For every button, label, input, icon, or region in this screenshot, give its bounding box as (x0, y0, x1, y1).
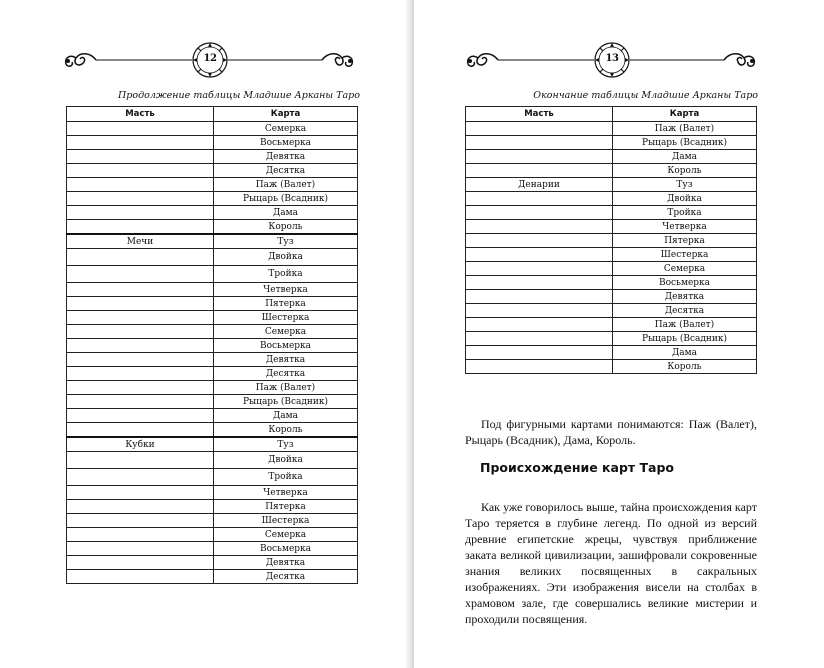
table-row (466, 332, 757, 346)
suit-cell (67, 367, 214, 381)
card-cell: Восьмерка (214, 339, 358, 353)
table-row (67, 452, 358, 469)
card-cell: Восьмерка (613, 276, 757, 290)
left-page (0, 0, 410, 668)
table-row (466, 276, 757, 290)
table-row (67, 266, 358, 283)
suit-cell (67, 556, 214, 570)
card-cell: Девятка (214, 150, 358, 164)
table-row (466, 360, 757, 374)
card-cell: Король (214, 423, 358, 438)
table-row (67, 367, 358, 381)
card-cell: Тройка (613, 206, 757, 220)
card-cell: Десятка (214, 367, 358, 381)
card-cell: Пятерка (613, 234, 757, 248)
card-cell: Паж (Валет) (214, 178, 358, 192)
suit-cell (67, 500, 214, 514)
suit-cell (466, 262, 613, 276)
suit-cell: Кубки (67, 437, 214, 452)
suit-cell (466, 304, 613, 318)
table-row (466, 178, 757, 192)
header-card: Карта (613, 107, 757, 122)
card-cell: Рыцарь (Всадник) (214, 395, 358, 409)
table-row (466, 136, 757, 150)
header-card: Карта (214, 107, 358, 122)
card-cell: Четверка (214, 283, 358, 297)
suit-cell (67, 249, 214, 266)
suit-cell (67, 266, 214, 283)
suit-cell (67, 469, 214, 486)
right-page (414, 0, 824, 668)
table-row (67, 311, 358, 325)
card-cell: Четверка (214, 486, 358, 500)
suit-cell (67, 353, 214, 367)
header-suit: Масть (67, 107, 214, 122)
card-cell: Паж (Валет) (214, 381, 358, 395)
suit-cell (67, 206, 214, 220)
table-row (67, 192, 358, 206)
suit-cell (466, 318, 613, 332)
card-cell: Дама (613, 150, 757, 164)
table-row (67, 409, 358, 423)
suit-cell (466, 234, 613, 248)
suit-cell (67, 339, 214, 353)
table-row (67, 500, 358, 514)
card-cell: Рыцарь (Всадник) (214, 192, 358, 206)
card-cell: Туз (214, 437, 358, 452)
table-row (67, 249, 358, 266)
suit-cell (466, 206, 613, 220)
suit-cell (466, 164, 613, 178)
table-row (67, 136, 358, 150)
suit-cell (67, 452, 214, 469)
suit-cell (466, 220, 613, 234)
table-row (67, 178, 358, 192)
suit-cell (466, 150, 613, 164)
table-row (466, 318, 757, 332)
table-header-row (466, 107, 757, 122)
suit-cell: Мечи (67, 234, 214, 249)
table-row (67, 528, 358, 542)
card-cell: Двойка (214, 452, 358, 469)
card-cell: Восьмерка (214, 542, 358, 556)
card-cell: Туз (214, 234, 358, 249)
table-row (67, 381, 358, 395)
table-row (466, 192, 757, 206)
page-number: 13 (605, 53, 619, 64)
card-cell: Семерка (214, 528, 358, 542)
tarot-table (465, 106, 757, 374)
tarot-table (66, 106, 358, 584)
card-cell: Пятерка (214, 297, 358, 311)
table-row (67, 556, 358, 570)
card-cell: Двойка (214, 249, 358, 266)
table-row (466, 262, 757, 276)
card-cell: Восьмерка (214, 136, 358, 150)
table-row (67, 514, 358, 528)
table-row (67, 234, 358, 249)
table-row (466, 304, 757, 318)
suit-cell (67, 297, 214, 311)
card-cell: Десятка (214, 570, 358, 584)
suit-cell (67, 283, 214, 297)
table-header-row (67, 107, 358, 122)
card-cell: Король (613, 164, 757, 178)
suit-cell (67, 311, 214, 325)
table-row (466, 346, 757, 360)
suit-cell (67, 150, 214, 164)
suit-cell (67, 542, 214, 556)
suit-cell (466, 136, 613, 150)
table-caption: Продолжение таблицы Младшие Арканы Таро (118, 90, 360, 101)
card-cell: Девятка (613, 290, 757, 304)
table-row (67, 220, 358, 235)
suit-cell (466, 122, 613, 136)
table-row (67, 325, 358, 339)
card-cell: Тройка (214, 266, 358, 283)
suit-cell (67, 192, 214, 206)
suit-cell (67, 528, 214, 542)
table-row (67, 570, 358, 584)
page-header (60, 40, 360, 80)
table-row (466, 234, 757, 248)
suit-cell (67, 136, 214, 150)
table-row (466, 206, 757, 220)
table-row (67, 283, 358, 297)
card-cell: Тройка (214, 469, 358, 486)
suit-cell (67, 122, 214, 136)
intro-paragraph: Под фигурными картами понимаются: Паж (Валет), Рыцарь (Всадник), Дама, Король. (465, 417, 757, 447)
card-cell: Паж (Валет) (613, 318, 757, 332)
suit-cell (466, 360, 613, 374)
card-cell: Четверка (613, 220, 757, 234)
card-cell: Шестерка (613, 248, 757, 262)
card-cell: Двойка (613, 192, 757, 206)
suit-cell (466, 346, 613, 360)
suit-cell (67, 178, 214, 192)
header-suit: Масть (466, 107, 613, 122)
card-cell: Король (214, 220, 358, 235)
suit-cell (67, 570, 214, 584)
table-row (466, 164, 757, 178)
table-caption: Окончание таблицы Младшие Арканы Таро (533, 90, 758, 101)
suit-cell: Денарии (466, 178, 613, 192)
suit-cell (67, 409, 214, 423)
card-cell: Шестерка (214, 514, 358, 528)
table-row (67, 469, 358, 486)
suit-cell (466, 290, 613, 304)
card-cell: Девятка (214, 556, 358, 570)
suit-cell (466, 276, 613, 290)
suit-cell (67, 395, 214, 409)
suit-cell (67, 514, 214, 528)
suit-cell (67, 423, 214, 438)
card-cell: Семерка (214, 122, 358, 136)
card-cell: Туз (613, 178, 757, 192)
table-row (67, 122, 358, 136)
card-cell: Паж (Валет) (613, 122, 757, 136)
card-cell: Шестерка (214, 311, 358, 325)
body-paragraph: Как уже говорилось выше, тайна происхождения карт Таро теряется в глубине легенд. По одной из версий древние египетские жрецы, чувствуя приближение заката великой цивилизации, зашифровали сокровенные знания великих посвященных в сакральных изображениях. Эти изображения висели на столбах в храмовом зале, где совершались великие мистерии и проходили посвящения. (465, 500, 757, 626)
card-cell: Семерка (214, 325, 358, 339)
card-cell: Дама (214, 206, 358, 220)
table-row (67, 339, 358, 353)
card-cell: Рыцарь (Всадник) (613, 332, 757, 346)
table-row (67, 164, 358, 178)
card-cell: Семерка (613, 262, 757, 276)
suit-cell (67, 164, 214, 178)
card-cell: Пятерка (214, 500, 358, 514)
table-row (466, 220, 757, 234)
suit-cell (67, 220, 214, 235)
suit-cell (67, 381, 214, 395)
table-row (67, 542, 358, 556)
table-row (67, 297, 358, 311)
table-row (67, 423, 358, 438)
table-row (67, 395, 358, 409)
card-cell: Десятка (613, 304, 757, 318)
page-header (462, 40, 762, 80)
table-row (67, 437, 358, 452)
card-cell: Дама (613, 346, 757, 360)
table-row (67, 486, 358, 500)
suit-cell (466, 332, 613, 346)
table-row (67, 206, 358, 220)
card-cell: Десятка (214, 164, 358, 178)
card-cell: Король (613, 360, 757, 374)
table-row (466, 248, 757, 262)
suit-cell (67, 325, 214, 339)
table-row (466, 150, 757, 164)
card-cell: Дама (214, 409, 358, 423)
suit-cell (67, 486, 214, 500)
page-number: 12 (203, 53, 217, 64)
section-heading: Происхождение карт Таро (480, 460, 675, 475)
table-row (67, 353, 358, 367)
table-row (466, 122, 757, 136)
table-row (67, 150, 358, 164)
card-cell: Девятка (214, 353, 358, 367)
table-row (466, 290, 757, 304)
suit-cell (466, 192, 613, 206)
suit-cell (466, 248, 613, 262)
card-cell: Рыцарь (Всадник) (613, 136, 757, 150)
